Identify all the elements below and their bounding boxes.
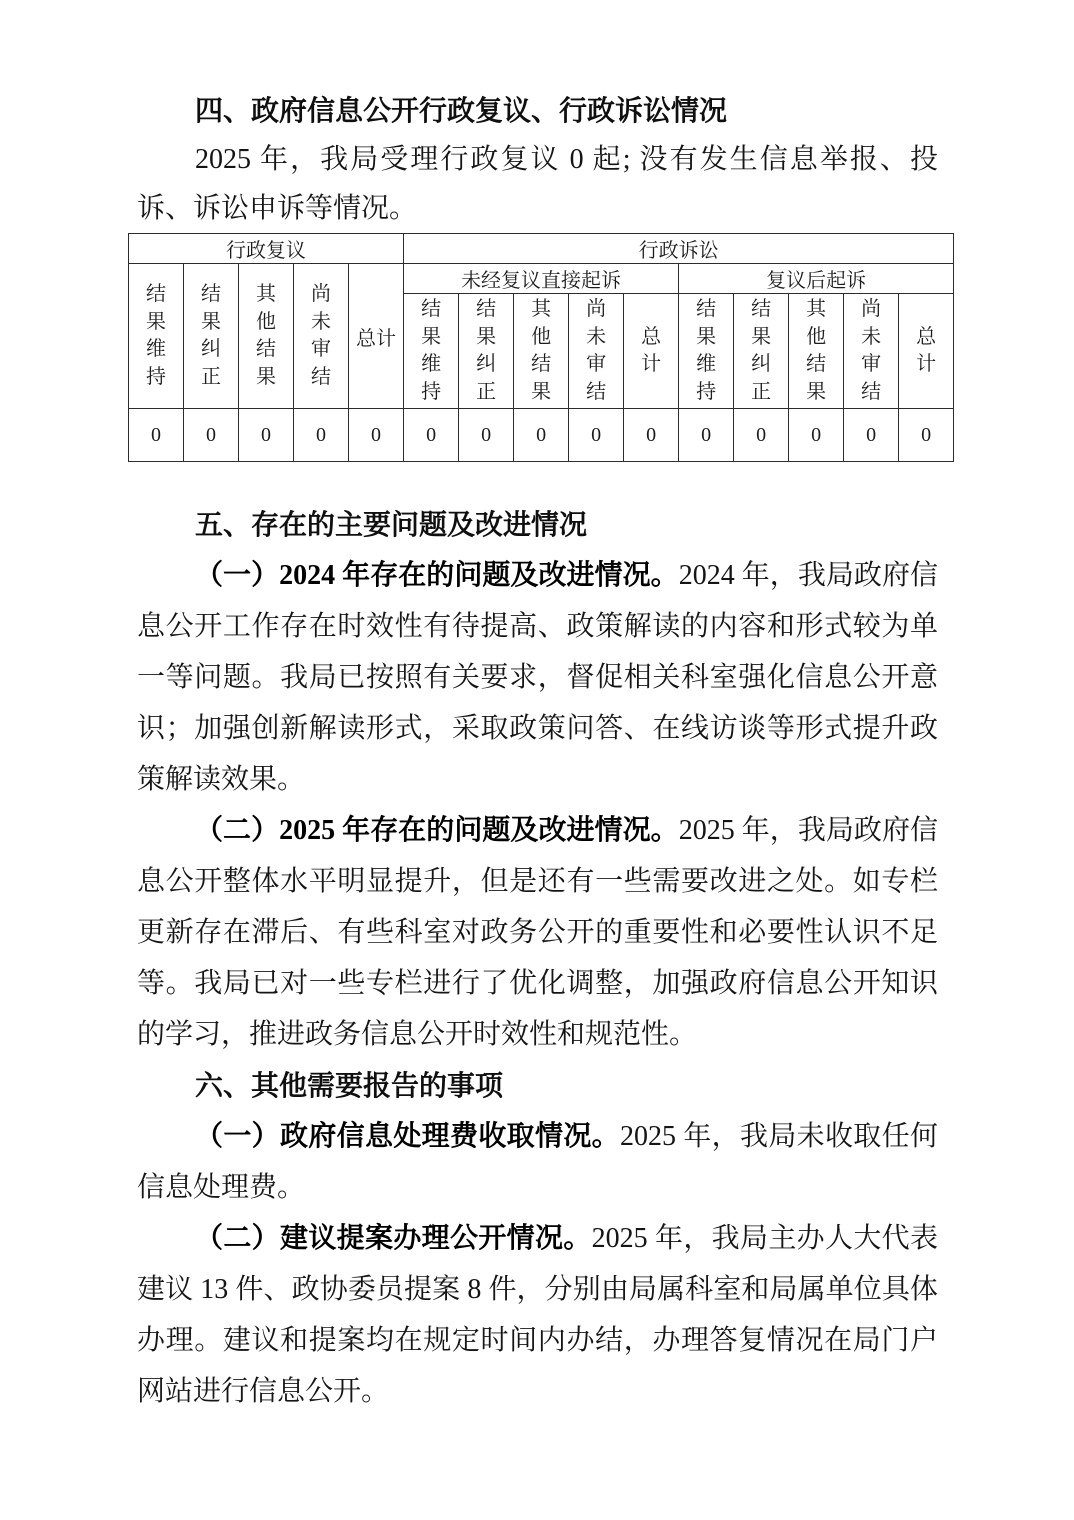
value-cell: 0 — [294, 409, 349, 462]
section4-heading: 四、政府信息公开行政复议、行政诉讼情况 — [195, 95, 728, 126]
review-litigation-table — [128, 233, 938, 462]
value-cell: 0 — [184, 409, 239, 462]
header-reconsideration: 行政复议 — [129, 234, 404, 264]
col-direct-pending: 尚未审结 — [569, 294, 624, 409]
col-recon-result-maintained: 结果维持 — [129, 264, 184, 409]
value-cell: 0 — [624, 409, 679, 462]
col-post-pending: 尚未审结 — [844, 294, 899, 409]
section6-item1-body: 2025 年，我局未收取任何信息处理费。 — [137, 1121, 938, 1203]
value-cell: 0 — [899, 409, 954, 462]
col-recon-other-result: 其他结果 — [239, 264, 294, 409]
col-direct-result-maintained: 结果维持 — [404, 294, 459, 409]
section4-paragraph: 2025 年，我局受理行政复议 0 起; 没有发生信息举报、投诉、诉讼申诉等情况。 — [137, 144, 938, 224]
col-recon-pending: 尚未审结 — [294, 264, 349, 409]
value-cell: 0 — [404, 409, 459, 462]
section5-item2 — [137, 805, 938, 1060]
value-cell: 0 — [239, 409, 294, 462]
value-cell: 0 — [129, 409, 184, 462]
section-administrative-review — [137, 86, 938, 233]
col-recon-result-corrected: 结果纠正 — [184, 264, 239, 409]
section6-heading: 六、其他需要报告的事项 — [195, 1070, 504, 1101]
value-cell: 0 — [459, 409, 514, 462]
col-post-result-corrected: 结果纠正 — [734, 294, 789, 409]
section5-item2-lead: （二）2025 年存在的问题及改进情况。 — [195, 815, 679, 846]
col-post-other-result: 其他结果 — [789, 294, 844, 409]
value-cell: 0 — [844, 409, 899, 462]
subheader-direct-lawsuit: 未经复议直接起诉 — [404, 264, 679, 294]
col-post-total: 总计 — [899, 294, 954, 409]
col-recon-total: 总计 — [349, 264, 404, 409]
section6-item2-lead: （二）建议提案办理公开情况。 — [195, 1223, 592, 1254]
section5-item2-body: 2025 年，我局政府信息公开整体水平明显提升，但是还有一些需要改进之处。如专栏更新存在滞后、有些科室对政务公开的重要性和必要性认识不足等。我局已对一些专栏进行了优化调整，加强政府信息公开知识的学习，推进政务信息公开时效性和规范性。 — [137, 815, 938, 1050]
section5-item1 — [137, 550, 938, 805]
subheader-post-review-lawsuit: 复议后起诉 — [679, 264, 954, 294]
value-cell: 0 — [349, 409, 404, 462]
section-other-matters — [137, 1060, 938, 1417]
col-post-result-maintained: 结果维持 — [679, 294, 734, 409]
value-cell: 0 — [734, 409, 789, 462]
value-cell: 0 — [514, 409, 569, 462]
value-cell: 0 — [569, 409, 624, 462]
col-direct-result-corrected: 结果纠正 — [459, 294, 514, 409]
section6-item1 — [137, 1111, 938, 1213]
section-problems-improvements — [137, 499, 938, 1060]
section5-item1-body: 2024 年，我局政府信息公开工作存在时效性有待提高、政策解读的内容和形式较为单一等问题。我局已按照有关要求，督促相关科室强化信息公开意识；加强创新解读形式，采取政策问答、在线访谈等形式提升政策解读效果。 — [137, 560, 938, 795]
col-direct-other-result: 其他结果 — [514, 294, 569, 409]
header-litigation: 行政诉讼 — [404, 234, 954, 264]
section6-item1-lead: （一）政府信息处理费收取情况。 — [195, 1121, 620, 1152]
section6-item2-body: 2025 年，我局主办人大代表建议 13 件、政协委员提案 8 件，分别由局属科室和局属单位具体办理。建议和提案均在规定时间内办结，办理答复情况在局门户网站进行信息公开。 — [137, 1223, 938, 1407]
section5-heading: 五、存在的主要问题及改进情况 — [195, 509, 588, 540]
col-direct-total: 总计 — [624, 294, 679, 409]
value-cell: 0 — [789, 409, 844, 462]
section5-item1-lead: （一）2024 年存在的问题及改进情况。 — [195, 560, 679, 591]
section6-item2 — [137, 1213, 938, 1417]
value-cell: 0 — [679, 409, 734, 462]
